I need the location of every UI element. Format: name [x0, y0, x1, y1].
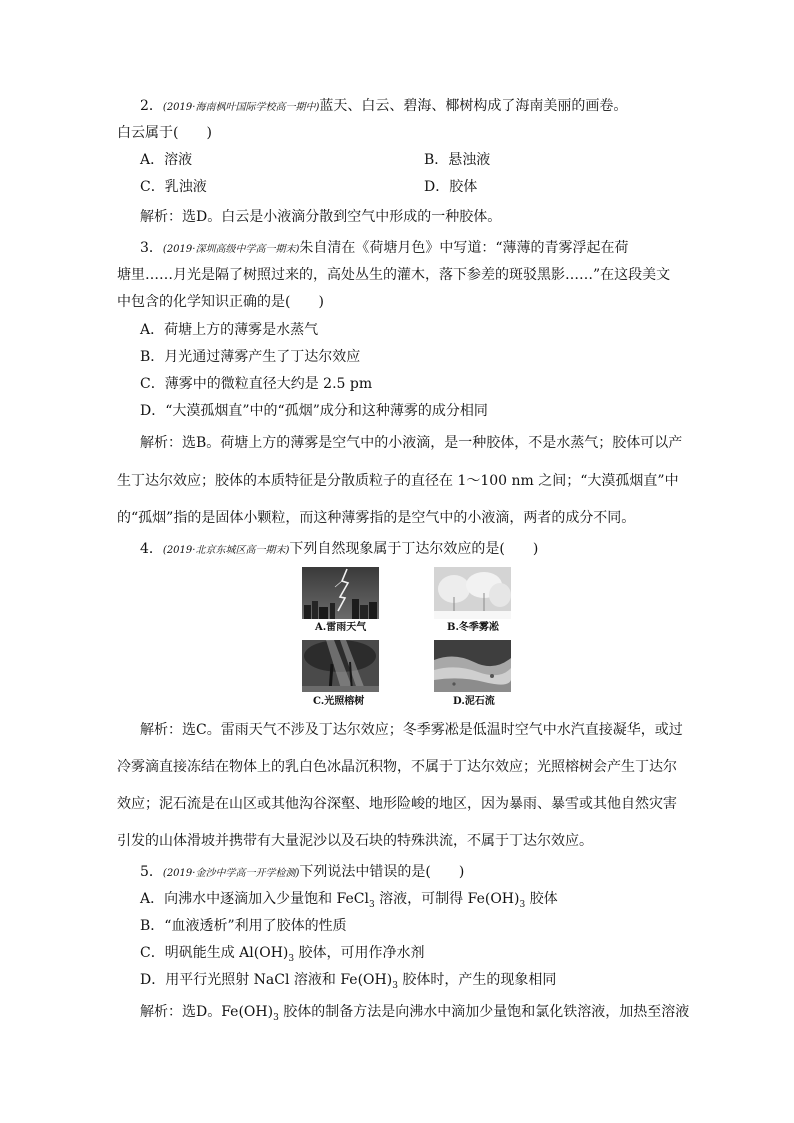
q3-stem-line2: 塘里……月光是隔了树照过来的，高处丛生的灌木，落下参差的斑驳黑影……”在这段美文: [117, 267, 671, 283]
q4-answer-line4: 引发的山体滑坡并携带有大量泥沙以及石块的特殊洪流，不属于丁达尔效应。: [117, 833, 593, 849]
q3-stem-line3: 中包含的化学知识正确的是( ): [117, 294, 324, 310]
q2-option-b: B．悬浊液: [424, 152, 491, 168]
q5-number: 5．: [140, 864, 163, 880]
winter-rime-photo: [434, 567, 511, 619]
thunderstorm-photo: [302, 567, 379, 619]
q2-option-a: A．溶液: [140, 152, 193, 168]
q4-answer-line3: 效应；泥石流是在山区或其他沟谷深壑、地形险峻的地区，因为暴雨、暴雪或其他自然灾害: [117, 796, 677, 812]
mudslide-photo: [434, 640, 511, 692]
q2-option-c: C．乳浊液: [140, 179, 207, 195]
q2-option-d: D．胶体: [424, 179, 478, 195]
q3-option-d: D．“大漠孤烟直”中的“孤烟”成分和这种薄雾的成分相同: [140, 403, 488, 419]
q5-stem-line1: [140, 862, 464, 884]
q5-source: (2019·金沙中学高一开学检测): [162, 868, 300, 879]
q4-number: 4．: [140, 541, 163, 557]
q2-answer: 解析：选D。白云是小液滴分散到空气中形成的一种胶体。: [140, 209, 502, 225]
q3-answer-line1: 解析：选B。荷塘上方的薄雾是空气中的小液滴，是一种胶体，不是水蒸气；胶体可以产: [140, 435, 683, 451]
q4-stem-text: 下列自然现象属于丁达尔效应的是( ): [289, 541, 539, 557]
q4-stem-line1: [140, 539, 538, 561]
q5-option-b: B．“血液透析”利用了胶体的性质: [140, 918, 347, 934]
q3-number: 3．: [140, 240, 163, 256]
q4-answer-line2: 冷雾滴直接冻结在物体上的乳白色冰晶沉积物，不属于丁达尔效应；光照榕树会产生丁达尔: [117, 759, 677, 775]
q3-stem-text: 朱自清在《荷塘月色》中写道：“薄薄的青雾浮起在荷: [299, 240, 629, 256]
q4-caption-c: C.光照榕树: [313, 696, 365, 707]
q3-stem-line1: [140, 238, 629, 260]
q5-option-c: C．明矾能生成 $Al(OH)_3$ 胶体，可用作净水剂: [140, 945, 425, 964]
q3-answer-line3: 的“孤烟”指的是固体小颗粒，而这种薄雾指的是空气中的小液滴，两者的成分不同。: [117, 510, 636, 526]
q3-source: (2019·深圳高级中学高一期末): [162, 244, 300, 255]
q2-stem-text: 蓝天、白云、碧海、椰树构成了海南美丽的画卷。: [319, 98, 628, 114]
q5-option-a: A．向沸水中逐滴加入少量饱和 FeCl$_3$ 溶液，可制得 $Fe(OH)_3$ 胶体: [140, 891, 558, 910]
q2-stem-line1: [140, 96, 627, 118]
q4-caption-b: B.冬季雾凇: [447, 622, 499, 633]
q3-option-b: B．月光通过薄雾产生了丁达尔效应: [140, 349, 361, 365]
q4-caption-d: D.泥石流: [453, 696, 495, 707]
q3-answer-line2: 生丁达尔效应；胶体的本质特征是分散质粒子的直径在 1～100 nm 之间；“大漠孤烟直”中: [117, 473, 679, 489]
q4-answer-line1: 解析：选C。雷雨天气不涉及丁达尔效应；冬季雾凇是低温时空气中水汽直接凝华，或过: [140, 722, 683, 738]
q2-stem-line2: 白云属于( ): [117, 125, 212, 141]
q4-source: (2019·北京东城区高一期末): [162, 545, 290, 556]
q2-number: 2．: [140, 98, 163, 114]
q3-option-c: C．薄雾中的微粒直径大约是 2.5 pm: [140, 376, 373, 392]
q5-answer-line1: 解析：选D。$Fe(OH)_3$ 胶体的制备方法是向沸水中滴加少量饱和氯化铁溶液，加热至溶液: [140, 1004, 690, 1023]
q5-stem-text: 下列说法中错误的是( ): [299, 864, 465, 880]
sunlit-banyan-photo: [302, 640, 379, 692]
q3-option-a: A．荷塘上方的薄雾是水蒸气: [140, 322, 319, 338]
q4-caption-a: A.雷雨天气: [315, 622, 367, 633]
q5-option-d: D．用平行光照射 NaCl 溶液和 $Fe(OH)_3$ 胶体时，产生的现象相同: [140, 972, 557, 991]
q2-source: (2019·海南枫叶国际学校高一期中): [162, 102, 320, 113]
